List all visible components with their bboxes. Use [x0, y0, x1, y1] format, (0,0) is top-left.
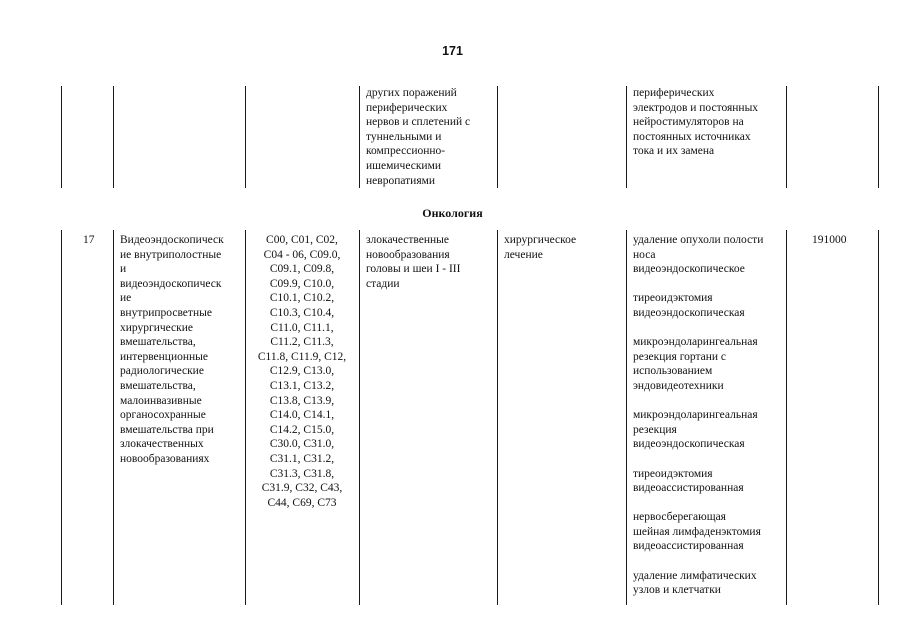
text-line: узлов и клетчатки	[633, 584, 721, 597]
text-line: интервенционные	[120, 350, 209, 363]
continued-diagnosis-cell	[366, 86, 470, 188]
cost-cell: 191000	[812, 234, 847, 246]
text-line: новообразованиях	[120, 452, 210, 465]
diagnosis-cell	[366, 233, 460, 291]
text-line: тиреоидэктомия	[633, 467, 713, 480]
text-line: эндовидеотехники	[633, 379, 724, 392]
column-divider-5	[626, 86, 627, 188]
method-item	[633, 291, 763, 320]
text-line: ие внутриполостные	[120, 248, 222, 261]
text-line: вмешательства,	[120, 379, 196, 392]
continued-method-cell	[633, 86, 758, 159]
column-divider-1	[113, 230, 114, 605]
table-border-right	[878, 230, 879, 605]
text-line: злокачественных	[120, 438, 204, 451]
method-item	[633, 233, 763, 277]
text-line: C11.8, C11.9, C12,	[257, 350, 347, 363]
text-line: удаление лимфатических	[633, 569, 757, 582]
text-line: резекция	[633, 423, 677, 436]
method-item	[633, 408, 763, 452]
text-line: видеоэндоскопическ	[120, 277, 222, 290]
text-line: видеоассистированная	[633, 482, 744, 495]
table-border-left	[61, 86, 62, 188]
text-line: C11.0, C11.1,	[270, 321, 334, 334]
text-line: нервов и сплетений с	[366, 116, 471, 129]
text-line: C09.9, C10.0,	[269, 277, 335, 290]
text-line: C14.0, C14.1,	[269, 409, 335, 422]
method-item	[633, 335, 763, 393]
text-line: C00, C01, C02,	[266, 234, 338, 246]
text-line: радиологические	[120, 365, 204, 378]
text-line: видеоэндоскопическое	[633, 263, 745, 276]
text-line: вмешательства при	[120, 423, 214, 436]
text-line: удаление опухоли полости	[633, 234, 764, 246]
text-line: C14.2, C15.0,	[269, 423, 335, 436]
method-item	[633, 510, 763, 554]
table-border-left	[61, 230, 62, 605]
text-line: C13.8, C13.9,	[269, 394, 335, 407]
column-divider-3	[359, 230, 360, 605]
text-line: C44, C69, C73	[267, 496, 337, 509]
text-line: нейростимуляторов на	[633, 116, 744, 129]
text-line: ие	[120, 292, 132, 305]
text-line: C12.9, C13.0,	[269, 365, 335, 378]
column-divider-1	[113, 86, 114, 188]
treatment-type-cell	[504, 233, 576, 262]
column-divider-2	[245, 86, 246, 188]
text-line: носа	[633, 248, 656, 261]
text-line: видеоэндоскопическая	[633, 438, 745, 451]
text-line: хирургические	[120, 321, 193, 334]
text-line: резекция гортани с	[633, 350, 727, 363]
text-line: вмешательства,	[120, 336, 196, 349]
text-line: шейная лимфаденэктомия	[633, 525, 761, 538]
text-line: C13.1, C13.2,	[269, 379, 335, 392]
text-line: C30.0, C31.0,	[269, 438, 335, 451]
text-line: злокачественные	[366, 234, 449, 246]
column-divider-3	[359, 86, 360, 188]
text-line: головы и шеи I - III	[366, 263, 461, 276]
text-line: микроэндоларингеальная	[633, 336, 758, 349]
text-line: C09.1, C09.8,	[269, 263, 335, 276]
text-line: видеоассистированная	[633, 540, 744, 553]
text-line: C04 - 06, C09.0,	[263, 248, 341, 261]
text-line: C31.1, C31.2,	[269, 452, 335, 465]
text-line: компрессионно-	[366, 145, 446, 158]
icd-codes-cell	[247, 233, 357, 510]
text-line: органосохранные	[120, 409, 206, 422]
text-line: видеоэндоскопическая	[633, 306, 745, 319]
text-line: туннельными и	[366, 130, 442, 143]
method-item	[633, 467, 763, 496]
text-line: постоянных источниках	[633, 130, 751, 143]
text-line: новообразования	[366, 248, 450, 261]
text-line: C31.9, C32, C43,	[261, 482, 343, 495]
page-number: 171	[442, 44, 463, 58]
text-line: нервосберегающая	[633, 511, 726, 524]
text-line: периферических	[366, 101, 448, 114]
text-line: C31.3, C31.8,	[269, 467, 335, 480]
text-line: малоинвазивные	[120, 394, 202, 407]
text-line: внутрипросветные	[120, 306, 212, 319]
text-line: хирургическое	[504, 234, 577, 246]
text-line: и	[120, 263, 127, 276]
text-line: C10.1, C10.2,	[269, 292, 335, 305]
text-line: Видеоэндоскопическ	[120, 234, 224, 246]
section-title: Онкология	[422, 206, 483, 220]
text-line: периферических	[633, 87, 715, 99]
table-border-right	[878, 86, 879, 188]
column-divider-4	[497, 86, 498, 188]
text-line: C11.2, C11.3,	[270, 336, 334, 349]
column-divider-2	[245, 230, 246, 605]
text-line: тока и их замена	[633, 145, 715, 158]
text-line: использованием	[633, 365, 713, 378]
method-item	[633, 569, 763, 598]
column-divider-4	[497, 230, 498, 605]
text-line: стадии	[366, 277, 400, 290]
text-line: микроэндоларингеальная	[633, 409, 758, 422]
text-line: электродов и постоянных	[633, 101, 759, 114]
text-line: ишемическими	[366, 159, 441, 172]
text-line: C10.3, C10.4,	[269, 306, 335, 319]
text-line: лечение	[504, 248, 543, 261]
intervention-name-cell	[120, 233, 224, 467]
text-line: тиреоидэктомия	[633, 292, 713, 305]
text-line: других поражений	[366, 87, 457, 99]
column-divider-6	[786, 86, 787, 188]
column-divider-6	[786, 230, 787, 605]
row-number: 17	[83, 234, 95, 246]
column-divider-5	[626, 230, 627, 605]
text-line: невропатиями	[366, 174, 436, 187]
treatment-methods-cell	[633, 233, 763, 598]
